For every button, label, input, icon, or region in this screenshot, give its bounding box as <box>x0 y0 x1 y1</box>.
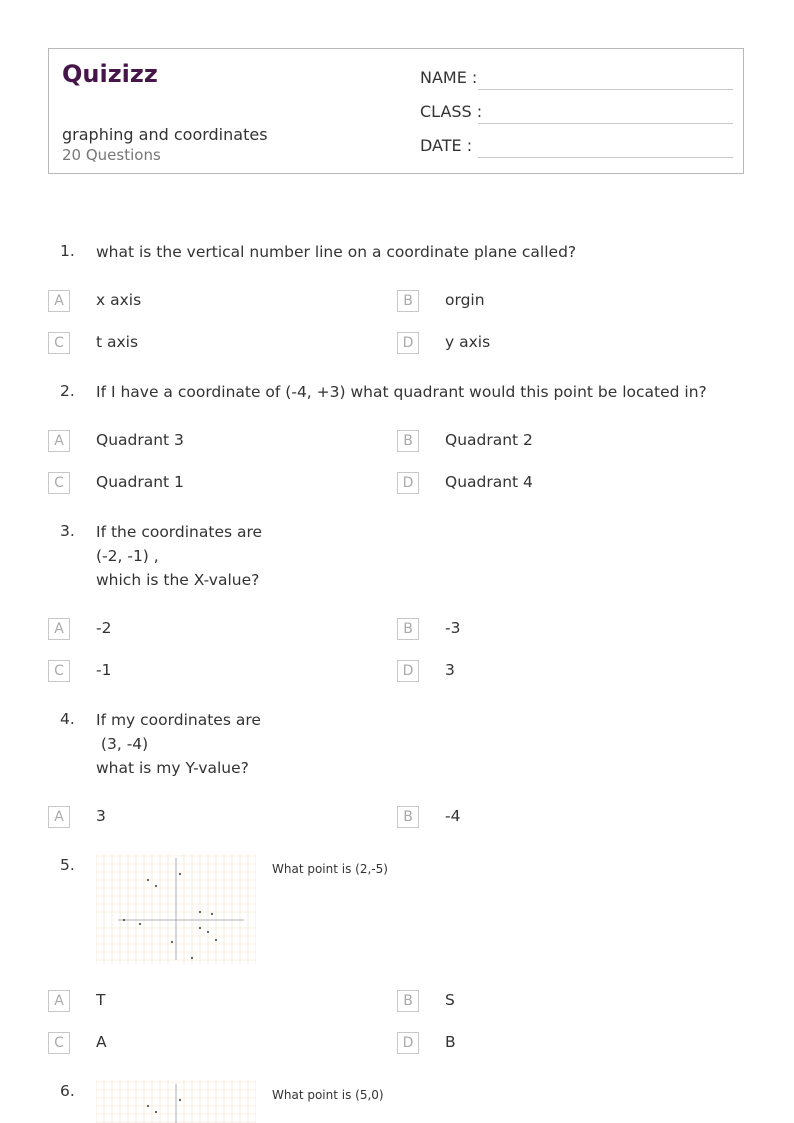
option-text: t axis <box>96 333 139 351</box>
coordinate-grid-image <box>96 1080 256 1123</box>
name-line[interactable] <box>478 89 733 90</box>
option-text: Quadrant 1 <box>96 473 184 491</box>
question-number: 3. <box>60 522 75 540</box>
option-text: x axis <box>96 291 142 309</box>
worksheet-header <box>48 48 744 174</box>
option-letter-box[interactable]: C <box>48 472 70 494</box>
question-number: 1. <box>60 242 75 260</box>
option-letter-box[interactable]: C <box>48 332 70 354</box>
option-text: T <box>96 991 106 1009</box>
date-label: DATE : <box>420 136 473 155</box>
option-letter-box[interactable]: D <box>397 332 419 354</box>
class-label: CLASS : <box>420 102 483 121</box>
graph-caption: What point is (2,-5) <box>272 862 388 876</box>
worksheet-title: graphing and coordinates <box>62 125 268 144</box>
option-letter-box[interactable]: B <box>397 806 419 828</box>
option-letter-box[interactable]: B <box>397 290 419 312</box>
option-text: -3 <box>445 619 461 637</box>
option-text: Quadrant 4 <box>445 473 533 491</box>
option-letter-box[interactable]: A <box>48 430 70 452</box>
option-letter-box[interactable]: A <box>48 806 70 828</box>
question-text-line: If the coordinates are <box>96 523 263 541</box>
name-label: NAME : <box>420 68 478 87</box>
question-number: 6. <box>60 1082 75 1100</box>
question-number: 4. <box>60 710 75 728</box>
question-count: 20 Questions <box>62 146 161 164</box>
question-text-line: what is my Y-value? <box>96 759 249 777</box>
option-letter-box[interactable]: A <box>48 618 70 640</box>
option-text: 3 <box>96 807 106 825</box>
option-letter-box[interactable]: B <box>397 990 419 1012</box>
option-letter-box[interactable]: D <box>397 1032 419 1054</box>
option-text: B <box>445 1033 456 1051</box>
option-letter-box[interactable]: C <box>48 1032 70 1054</box>
question-text-line: If my coordinates are <box>96 711 261 729</box>
class-line[interactable] <box>478 123 733 124</box>
graph-caption: What point is (5,0) <box>272 1088 384 1102</box>
quizizz-logo: Quizizz <box>62 60 158 88</box>
option-text: -1 <box>96 661 112 679</box>
option-text: -2 <box>96 619 112 637</box>
option-letter-box[interactable]: A <box>48 990 70 1012</box>
date-line[interactable] <box>478 157 733 158</box>
option-text: orgin <box>445 291 485 309</box>
option-text: Quadrant 3 <box>96 431 184 449</box>
option-letter-box[interactable]: B <box>397 618 419 640</box>
question-text: what is the vertical number line on a coordinate plane called? <box>96 243 577 261</box>
option-text: 3 <box>445 661 455 679</box>
option-text: S <box>445 991 455 1009</box>
option-text: y axis <box>445 333 491 351</box>
option-text: A <box>96 1033 107 1051</box>
question-text: If I have a coordinate of (-4, +3) what quadrant would this point be located in? <box>96 383 707 401</box>
question-number: 5. <box>60 856 75 874</box>
question-text-line: (-2, -1) , <box>96 547 159 565</box>
option-letter-box[interactable]: A <box>48 290 70 312</box>
option-letter-box[interactable]: D <box>397 472 419 494</box>
option-text: Quadrant 2 <box>445 431 533 449</box>
option-letter-box[interactable]: D <box>397 660 419 682</box>
coordinate-grid-image <box>96 854 256 964</box>
question-number: 2. <box>60 382 75 400</box>
question-text-line: which is the X-value? <box>96 571 260 589</box>
option-letter-box[interactable]: C <box>48 660 70 682</box>
option-letter-box[interactable]: B <box>397 430 419 452</box>
question-text-line: (3, -4) <box>96 735 149 753</box>
option-text: -4 <box>445 807 461 825</box>
